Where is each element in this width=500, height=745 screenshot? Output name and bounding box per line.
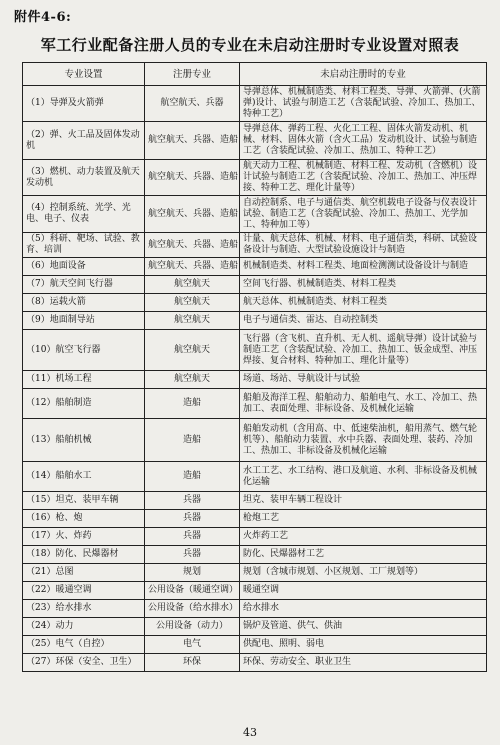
table-row <box>23 294 487 312</box>
cell-pre-registration-specialty: 场道、场站、导航设计与试验 <box>240 371 487 389</box>
cell-pre-registration-specialty: 火炸药工艺 <box>240 528 487 546</box>
table-row <box>23 510 487 528</box>
table-row <box>23 196 487 233</box>
cell-registered-specialty: 兵器 <box>145 492 240 510</box>
cell-registered-specialty: 规划 <box>145 564 240 582</box>
cell-specialty: （27）环保（安全、卫生） <box>23 654 145 672</box>
cell-registered-specialty: 造船 <box>145 419 240 462</box>
cell-specialty: （13）船舶机械 <box>23 419 145 462</box>
table-row <box>23 546 487 564</box>
cell-pre-registration-specialty: 船舶发动机（含用高、中、低速柴油机，船用蒸气、燃气轮机等）、船舶动力装置、水中兵器、表面处理、装药、冷加工、热加工、非标设备及机械化运输 <box>240 419 487 462</box>
cell-pre-registration-specialty: 导弹总体、机械制造类、材料工程类、导弹、火箭弹、(火箭弹)设计、试验与制造工艺（含装配试验、冷加工、热加工、特种工艺） <box>240 86 487 122</box>
cell-registered-specialty: 造船 <box>145 462 240 492</box>
table-row <box>23 618 487 636</box>
table-row <box>23 258 487 276</box>
cell-registered-specialty: 造船 <box>145 389 240 419</box>
table-row <box>23 330 487 371</box>
cell-pre-registration-specialty: 枪炮工艺 <box>240 510 487 528</box>
table-row <box>23 600 487 618</box>
table-row <box>23 654 487 672</box>
cell-registered-specialty: 航空航天 <box>145 330 240 371</box>
table-row <box>23 528 487 546</box>
table-row <box>23 312 487 330</box>
attachment-label: 附件4-6: <box>14 10 72 25</box>
cell-pre-registration-specialty: 水工工艺、水工结构、港口及航道、水利、非标设备及机械化运输 <box>240 462 487 492</box>
table-row <box>23 564 487 582</box>
cell-pre-registration-specialty: 电子与通信类、雷达、自动控制类 <box>240 312 487 330</box>
table-row <box>23 636 487 654</box>
cell-registered-specialty: 公用设备（给水排水） <box>145 600 240 618</box>
cell-registered-specialty: 航空航天、兵器、造船 <box>145 196 240 233</box>
header-pre-registration-specialty: 未启动注册时的专业 <box>240 63 487 86</box>
cell-pre-registration-specialty: 船舶及海洋工程、船舶动力、船舶电气、水工、冷加工、热加工、表面处理、非标设备、及机械化运输 <box>240 389 487 419</box>
cell-specialty: （21）总图 <box>23 564 145 582</box>
cell-registered-specialty: 兵器 <box>145 510 240 528</box>
cell-pre-registration-specialty: 计量、航天总体、机械、材料、电子通信类，科研、试验设备设计与制造、大型试验设施设计与制造 <box>240 233 487 258</box>
table-row <box>23 419 487 462</box>
cell-registered-specialty: 兵器 <box>145 528 240 546</box>
cell-registered-specialty: 航空航天、兵器、造船 <box>145 122 240 160</box>
cell-pre-registration-specialty: 航天总体、机械制造类、材料工程类 <box>240 294 487 312</box>
cell-pre-registration-specialty: 机械制造类、材料工程类、地面检测测试设备设计与制造 <box>240 258 487 276</box>
table-row <box>23 492 487 510</box>
cell-specialty: （25）电气（自控） <box>23 636 145 654</box>
comparison-table <box>22 62 487 672</box>
page-number: 43 <box>243 726 257 739</box>
cell-pre-registration-specialty: 规划（含城市规划、小区规划、工厂规划等） <box>240 564 487 582</box>
cell-pre-registration-specialty: 防化、民爆器材工艺 <box>240 546 487 564</box>
cell-registered-specialty: 电气 <box>145 636 240 654</box>
table-row <box>23 582 487 600</box>
cell-pre-registration-specialty: 空间飞行器、机械制造类、材料工程类 <box>240 276 487 294</box>
cell-registered-specialty: 航空航天 <box>145 312 240 330</box>
cell-specialty: （18）防化、民爆器材 <box>23 546 145 564</box>
cell-specialty: （11）机场工程 <box>23 371 145 389</box>
cell-specialty: （6）地面设备 <box>23 258 145 276</box>
cell-pre-registration-specialty: 坦克、装甲车辆工程设计 <box>240 492 487 510</box>
table-body <box>23 86 487 672</box>
cell-specialty: （3）燃机、动力装置及航天发动机 <box>23 160 145 196</box>
cell-registered-specialty: 航空航天 <box>145 276 240 294</box>
cell-specialty: （4）控制系统、光学、光电、电子、仪表 <box>23 196 145 233</box>
cell-specialty: （7）航天空间飞行器 <box>23 276 145 294</box>
table-row <box>23 462 487 492</box>
cell-registered-specialty: 航空航天 <box>145 294 240 312</box>
cell-pre-registration-specialty: 导弹总体、弹药工程、火化工工程、固体火箭发动机、机械、材料、固体火箭（含火工品）发动机设计、试验与制造工艺（含装配试验、冷加工、热加工、特种工艺） <box>240 122 487 160</box>
table-row <box>23 233 487 258</box>
cell-specialty: （5）科研、靶场、试验、教育、培训 <box>23 233 145 258</box>
cell-registered-specialty: 航空航天、兵器、造船 <box>145 233 240 258</box>
cell-pre-registration-specialty: 自动控制系、电子与通信类、航空机载电子设备与仪表设计试验、制造工艺（含装配试验、冷加工、热加工、光学加工、特种加工等） <box>240 196 487 233</box>
cell-specialty: （14）船舶水工 <box>23 462 145 492</box>
cell-pre-registration-specialty: 航天动力工程、机械制造、材料工程、发动机（含燃机）设计试验与制造工艺（含装配试验、冷加工、热加工、冲压焊接、特种工艺、理化计量等） <box>240 160 487 196</box>
table-row <box>23 122 487 160</box>
cell-registered-specialty: 公用设备（暖通空调） <box>145 582 240 600</box>
cell-specialty: （17）火、炸药 <box>23 528 145 546</box>
cell-specialty: （12）船舶制造 <box>23 389 145 419</box>
cell-specialty: （8）运载火箭 <box>23 294 145 312</box>
cell-registered-specialty: 兵器 <box>145 546 240 564</box>
page-title: 军工行业配备注册人员的专业在未启动注册时专业设置对照表 <box>40 36 460 54</box>
cell-specialty: （23）给水排水 <box>23 600 145 618</box>
cell-specialty: （22）暖通空调 <box>23 582 145 600</box>
table-row <box>23 276 487 294</box>
table-row <box>23 86 487 122</box>
table-row <box>23 160 487 196</box>
header-registered-specialty: 注册专业 <box>145 63 240 86</box>
cell-specialty: （1）导弹及火箭弹 <box>23 86 145 122</box>
cell-pre-registration-specialty: 暖通空调 <box>240 582 487 600</box>
table-row <box>23 389 487 419</box>
cell-specialty: （24）动力 <box>23 618 145 636</box>
cell-specialty: （10）航空飞行器 <box>23 330 145 371</box>
table-header-row <box>23 63 487 86</box>
cell-registered-specialty: 环保 <box>145 654 240 672</box>
cell-pre-registration-specialty: 飞行器（含飞机、直升机、无人机、遥航导弹）设计试验与制造工艺（含装配试验、冷加工、热加工、钣金成型、冲压焊接、复合材料、特种加工、理化计量等） <box>240 330 487 371</box>
cell-registered-specialty: 航空航天、兵器、造船 <box>145 160 240 196</box>
cell-pre-registration-specialty: 供配电、照明、弱电 <box>240 636 487 654</box>
cell-pre-registration-specialty: 环保、劳动安全、职业卫生 <box>240 654 487 672</box>
table-row <box>23 371 487 389</box>
cell-registered-specialty: 公用设备（动力） <box>145 618 240 636</box>
cell-pre-registration-specialty: 给水排水 <box>240 600 487 618</box>
cell-specialty: （2）弹、火工品及固体发动机 <box>23 122 145 160</box>
cell-registered-specialty: 航空航天、兵器、造船 <box>145 258 240 276</box>
cell-registered-specialty: 航空航天 <box>145 371 240 389</box>
cell-specialty: （15）坦克、装甲车辆 <box>23 492 145 510</box>
cell-specialty: （16）枪、炮 <box>23 510 145 528</box>
cell-registered-specialty: 航空航天、兵器 <box>145 86 240 122</box>
cell-specialty: （9）地面制导站 <box>23 312 145 330</box>
cell-pre-registration-specialty: 锅炉及管道、供气、供油 <box>240 618 487 636</box>
header-specialty: 专业设置 <box>23 63 145 86</box>
